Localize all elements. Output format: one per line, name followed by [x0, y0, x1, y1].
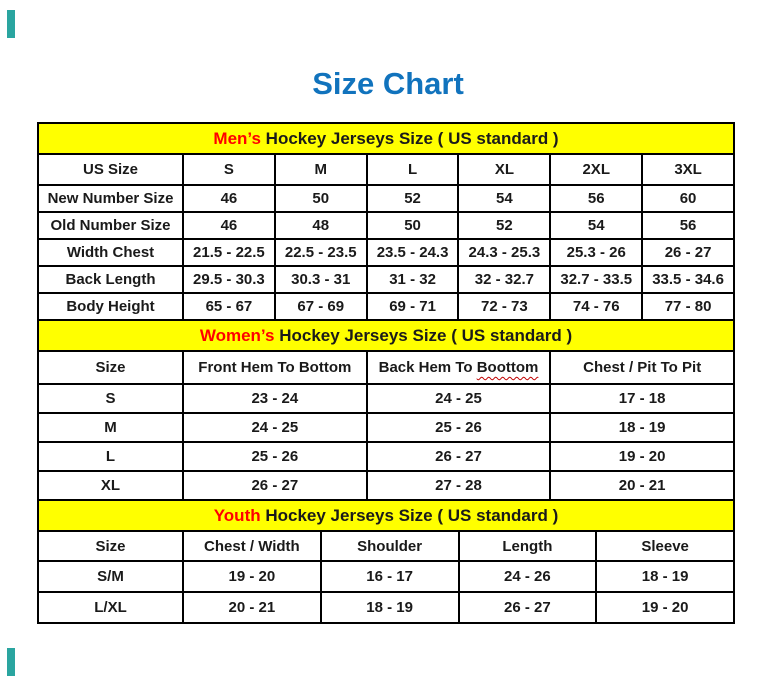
- mens-data-row: [38, 293, 734, 320]
- row-label: New Number Size: [38, 185, 183, 212]
- womens-size-table: [37, 319, 735, 501]
- size-value-cell: 24 - 25: [183, 413, 367, 442]
- row-label: Old Number Size: [38, 212, 183, 239]
- youth-section-title: [38, 500, 734, 531]
- mens-size-table: [37, 122, 735, 321]
- section-title-highlight: Youth: [213, 505, 261, 525]
- size-value-cell: 48: [275, 212, 367, 239]
- womens-section-band: [38, 320, 734, 351]
- mens-data-row: [38, 185, 734, 212]
- column-header: Chest / Width: [183, 531, 321, 561]
- womens-data-row: [38, 384, 734, 413]
- section-title-highlight: Women’s: [199, 325, 275, 345]
- size-value-cell: 52: [458, 212, 550, 239]
- size-value-cell: 50: [367, 212, 459, 239]
- size-value-cell: 24 - 25: [367, 384, 551, 413]
- size-value-cell: 65 - 67: [183, 293, 275, 320]
- left-edge-teal-fragment-top: [7, 10, 15, 38]
- size-value-cell: 19 - 20: [183, 561, 321, 592]
- column-header: L: [367, 154, 459, 185]
- size-value-cell: 25.3 - 26: [550, 239, 642, 266]
- size-value-cell: 20 - 21: [183, 592, 321, 623]
- size-value-cell: 32.7 - 33.5: [550, 266, 642, 293]
- size-value-cell: 26 - 27: [642, 239, 734, 266]
- column-header: M: [275, 154, 367, 185]
- youth-section-band: [38, 500, 734, 531]
- womens-data-row: [38, 413, 734, 442]
- size-value-cell: 19 - 20: [550, 442, 734, 471]
- size-value-cell: 24 - 26: [459, 561, 597, 592]
- column-header: [367, 351, 551, 384]
- womens-data-row: [38, 442, 734, 471]
- left-edge-teal-fragment-bottom: [7, 648, 15, 676]
- size-value-cell: 19 - 20: [596, 592, 734, 623]
- size-value-cell: 46: [183, 185, 275, 212]
- womens-column-header-row: [38, 351, 734, 384]
- mens-section-title: [38, 123, 734, 154]
- size-value-cell: 26 - 27: [459, 592, 597, 623]
- section-title-rest: Hockey Jerseys Size ( US standard ): [274, 325, 573, 345]
- size-value-cell: 46: [183, 212, 275, 239]
- size-value-cell: 29.5 - 30.3: [183, 266, 275, 293]
- mens-column-header-row: [38, 154, 734, 185]
- size-value-cell: 27 - 28: [367, 471, 551, 500]
- size-value-cell: 54: [458, 185, 550, 212]
- column-header: Size: [38, 531, 183, 561]
- size-value-cell: 67 - 69: [275, 293, 367, 320]
- size-value-cell: 16 - 17: [321, 561, 459, 592]
- size-value-cell: 18 - 19: [321, 592, 459, 623]
- mens-data-row: [38, 266, 734, 293]
- column-header: Chest / Pit To Pit: [550, 351, 734, 384]
- size-value-cell: 32 - 32.7: [458, 266, 550, 293]
- size-tables-container: [37, 122, 735, 624]
- size-value-cell: 77 - 80: [642, 293, 734, 320]
- column-header: 3XL: [642, 154, 734, 185]
- row-label: L/XL: [38, 592, 183, 623]
- size-value-cell: 56: [550, 185, 642, 212]
- column-header: 2XL: [550, 154, 642, 185]
- row-label: XL: [38, 471, 183, 500]
- section-title-highlight: Men’s: [213, 128, 261, 148]
- youth-size-table: [37, 499, 735, 624]
- size-value-cell: 23.5 - 24.3: [367, 239, 459, 266]
- row-label: M: [38, 413, 183, 442]
- section-title-rest: Hockey Jerseys Size ( US standard ): [260, 505, 559, 525]
- row-label: Body Height: [38, 293, 183, 320]
- row-label: S: [38, 384, 183, 413]
- column-header: S: [183, 154, 275, 185]
- row-label: Width Chest: [38, 239, 183, 266]
- size-value-cell: 50: [275, 185, 367, 212]
- size-value-cell: 69 - 71: [367, 293, 459, 320]
- column-header: Front Hem To Bottom: [183, 351, 367, 384]
- size-value-cell: 56: [642, 212, 734, 239]
- size-value-cell: 20 - 21: [550, 471, 734, 500]
- womens-data-row: [38, 471, 734, 500]
- size-value-cell: 25 - 26: [367, 413, 551, 442]
- row-label: Back Length: [38, 266, 183, 293]
- row-label: S/M: [38, 561, 183, 592]
- size-value-cell: 54: [550, 212, 642, 239]
- size-value-cell: 26 - 27: [183, 471, 367, 500]
- size-value-cell: 72 - 73: [458, 293, 550, 320]
- column-header: Sleeve: [596, 531, 734, 561]
- size-value-cell: 31 - 32: [367, 266, 459, 293]
- size-value-cell: 23 - 24: [183, 384, 367, 413]
- size-value-cell: 33.5 - 34.6: [642, 266, 734, 293]
- size-value-cell: 52: [367, 185, 459, 212]
- column-header: Length: [459, 531, 597, 561]
- size-value-cell: 26 - 27: [367, 442, 551, 471]
- size-value-cell: 21.5 - 22.5: [183, 239, 275, 266]
- size-value-cell: 24.3 - 25.3: [458, 239, 550, 266]
- size-value-cell: 74 - 76: [550, 293, 642, 320]
- mens-data-row: [38, 212, 734, 239]
- size-value-cell: 18 - 19: [550, 413, 734, 442]
- column-header-text: Back Hem To: [378, 359, 477, 376]
- column-header: Shoulder: [321, 531, 459, 561]
- row-label: L: [38, 442, 183, 471]
- section-title-rest: Hockey Jerseys Size ( US standard ): [260, 128, 559, 148]
- womens-section-title: [38, 320, 734, 351]
- size-value-cell: 60: [642, 185, 734, 212]
- column-header: US Size: [38, 154, 183, 185]
- size-value-cell: 30.3 - 31: [275, 266, 367, 293]
- misspelled-word-spellcheck: Boottom: [476, 359, 539, 376]
- youth-data-row: [38, 592, 734, 623]
- size-value-cell: 22.5 - 23.5: [275, 239, 367, 266]
- mens-data-row: [38, 239, 734, 266]
- size-value-cell: 18 - 19: [596, 561, 734, 592]
- page-title: Size Chart: [312, 66, 464, 101]
- youth-data-row: [38, 561, 734, 592]
- column-header: XL: [458, 154, 550, 185]
- mens-section-band: [38, 123, 734, 154]
- size-value-cell: 17 - 18: [550, 384, 734, 413]
- size-value-cell: 25 - 26: [183, 442, 367, 471]
- column-header: Size: [38, 351, 183, 384]
- youth-column-header-row: [38, 531, 734, 561]
